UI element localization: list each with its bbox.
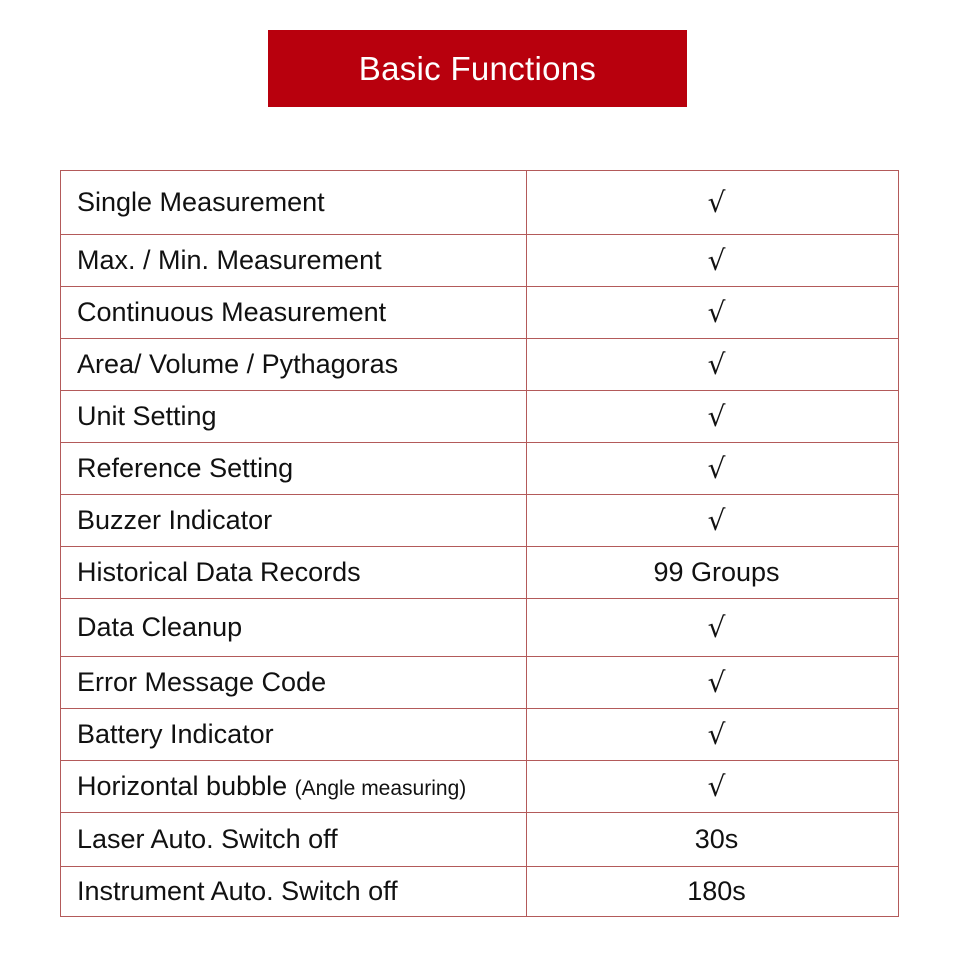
table-row <box>61 547 899 599</box>
checkmark: √ <box>707 400 726 433</box>
table-row <box>61 287 899 339</box>
value-cell <box>527 391 899 443</box>
value-cell <box>527 287 899 339</box>
feature-cell: Laser Auto. Switch off <box>61 813 527 867</box>
table-row <box>61 235 899 287</box>
checkmark: √ <box>707 186 726 219</box>
value-cell: 99 Groups <box>527 547 899 599</box>
feature-text: Horizontal bubble <box>77 771 288 801</box>
basic-functions-table <box>60 170 899 917</box>
table-row <box>61 813 899 867</box>
feature-cell: Buzzer Indicator <box>61 495 527 547</box>
value-cell <box>527 657 899 709</box>
feature-cell: Continuous Measurement <box>61 287 527 339</box>
value-cell: 180s <box>527 867 899 917</box>
table-row <box>61 443 899 495</box>
feature-cell: Battery Indicator <box>61 709 527 761</box>
feature-cell <box>61 761 527 813</box>
table-row <box>61 171 899 235</box>
title-banner <box>268 30 687 107</box>
feature-cell: Data Cleanup <box>61 599 527 657</box>
value-cell <box>527 443 899 495</box>
value-cell: 30s <box>527 813 899 867</box>
checkmark: √ <box>707 452 726 485</box>
value-cell <box>527 235 899 287</box>
feature-cell: Max. / Min. Measurement <box>61 235 527 287</box>
table-row <box>61 495 899 547</box>
table-row <box>61 709 899 761</box>
table-row <box>61 761 899 813</box>
feature-cell: Historical Data Records <box>61 547 527 599</box>
checkmark: √ <box>707 348 726 381</box>
checkmark: √ <box>707 504 726 537</box>
table-row <box>61 867 899 917</box>
value-cell <box>527 495 899 547</box>
table-row <box>61 657 899 709</box>
value-cell <box>527 339 899 391</box>
checkmark: √ <box>707 718 726 751</box>
value-cell <box>527 171 899 235</box>
checkmark: √ <box>707 244 726 277</box>
checkmark: √ <box>707 666 726 699</box>
feature-note: (Angle measuring) <box>294 777 467 800</box>
feature-cell: Instrument Auto. Switch off <box>61 867 527 917</box>
checkmark: √ <box>707 296 726 329</box>
value-cell <box>527 761 899 813</box>
feature-cell: Unit Setting <box>61 391 527 443</box>
checkmark: √ <box>707 611 726 644</box>
feature-cell: Area/ Volume / Pythagoras <box>61 339 527 391</box>
page-title: Basic Functions <box>358 49 597 87</box>
value-cell <box>527 599 899 657</box>
table-row <box>61 599 899 657</box>
table-row <box>61 339 899 391</box>
checkmark: √ <box>707 770 726 803</box>
table-row <box>61 391 899 443</box>
feature-cell: Error Message Code <box>61 657 527 709</box>
value-cell <box>527 709 899 761</box>
feature-cell: Reference Setting <box>61 443 527 495</box>
feature-cell: Single Measurement <box>61 171 527 235</box>
